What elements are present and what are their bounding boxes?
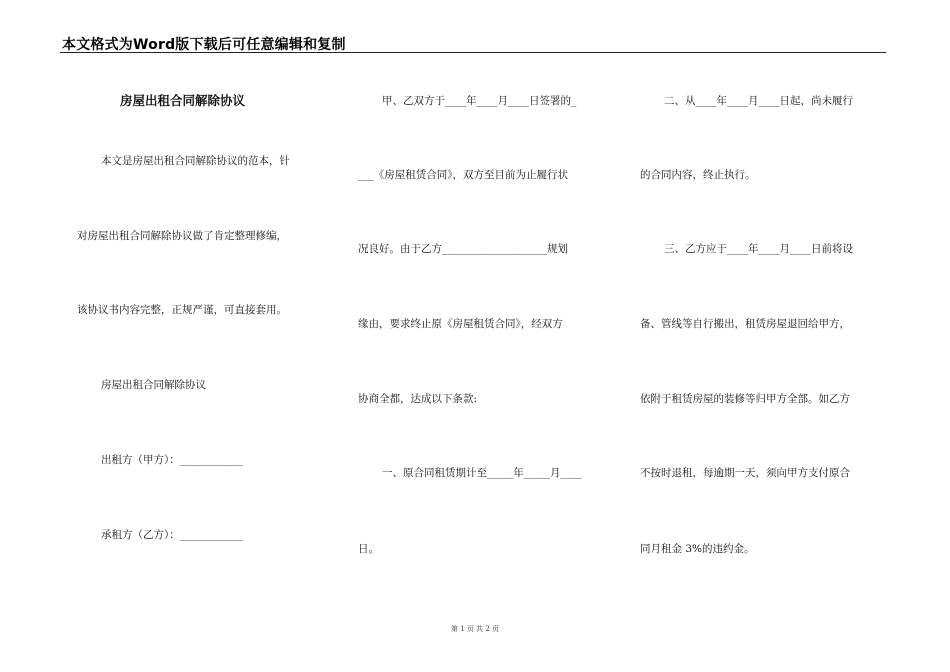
clause-1-line-2: 日。 (358, 543, 379, 555)
col2-line-3: 况良好。由于乙方____________________规划 (358, 243, 568, 255)
col2-line-2: ___《房屋租赁合同》，双方至目前为止履行状 (358, 169, 568, 181)
col2-line-5: 协商全都，达成以下条款: (358, 393, 478, 405)
document-title: 房屋出租合同解除协议 (120, 93, 246, 108)
clause-3-line-2: 备、管线等自行搬出，租赁房屋退回给甲方， (640, 318, 850, 330)
document-header: 本文格式为Word版下载后可任意编辑和复制 (62, 37, 346, 53)
col2-line-4: 缘由，要求终止原《房屋租赁合同》，经双方 (358, 318, 563, 330)
page-number: 第 1 页 共 2 页 (450, 625, 500, 633)
lessee-field: 承租方（乙方）：____________ (101, 529, 243, 541)
clause-1-line-1: 一、原合同租赁期计至_____年_____月____ (382, 467, 582, 479)
clause-2-line-1: 二、从____年____月____日起，尚未履行 (664, 95, 853, 107)
clause-3-line-4: 不按时退租，每逾期一天，须向甲方支付原合 (640, 467, 850, 479)
intro-line-3: 该协议书内容完整，正规严谨，可直接套用。 (77, 304, 287, 316)
clause-3-line-1: 三、乙方应于____年____月____日前将设 (664, 243, 853, 255)
col2-line-1: 甲、乙双方于____年____月____日签署的_ (382, 95, 577, 107)
clause-2-line-2: 的合同内容，终止执行。 (640, 169, 756, 181)
intro-line-2: 对房屋出租合同解除协议做了肯定整理修编， (77, 230, 287, 242)
clause-3-line-5: 同月租金 3%的违约金。 (640, 543, 755, 555)
clause-3-line-3: 依附于租赁房屋的装修等归甲方全部。如乙方 (640, 393, 850, 405)
intro-line-1: 本文是房屋出租合同解除协议的范本，针 (101, 155, 290, 167)
header-divider (60, 52, 886, 53)
agreement-subtitle: 房屋出租合同解除协议 (101, 379, 206, 391)
lessor-field: 出租方（甲方）：____________ (101, 454, 243, 466)
